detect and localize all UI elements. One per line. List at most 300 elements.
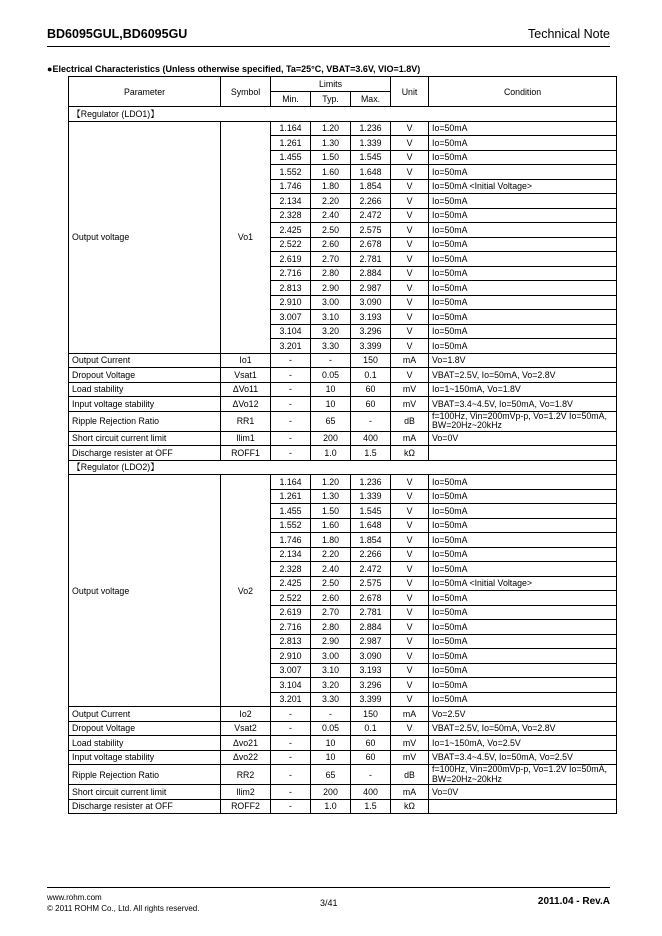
condition-value: Io=50mA	[429, 165, 617, 180]
unit-value: V	[391, 518, 429, 533]
page-number: 3/41	[320, 898, 338, 908]
symbol-value: Io2	[221, 707, 271, 722]
header-typ: Typ.	[311, 92, 351, 107]
typ-value: 200	[311, 785, 351, 800]
max-value: 1.5	[351, 799, 391, 814]
table-row	[69, 736, 617, 751]
unit-value: V	[391, 576, 429, 591]
min-value: 2.328	[271, 208, 311, 223]
condition-value: VBAT=3.4~4.5V, Io=50mA, Vo=1.8V	[429, 397, 617, 412]
max-value: 2.678	[351, 591, 391, 606]
output-voltage-symbol: Vo1	[221, 121, 271, 353]
max-value: 150	[351, 353, 391, 368]
header-condition: Condition	[429, 77, 617, 107]
min-value: 1.455	[271, 504, 311, 519]
condition-value: Vo=0V	[429, 785, 617, 800]
unit-value: V	[391, 533, 429, 548]
unit-value: V	[391, 252, 429, 267]
max-value: 1.339	[351, 489, 391, 504]
typ-value: 2.90	[311, 634, 351, 649]
condition-value: Io=50mA	[429, 475, 617, 490]
min-value: 3.104	[271, 324, 311, 339]
symbol-value: ROFF1	[221, 446, 271, 461]
condition-value: Io=50mA	[429, 121, 617, 136]
unit-value: V	[391, 121, 429, 136]
symbol-value: RR1	[221, 411, 271, 431]
parameter-name: Dropout Voltage	[69, 368, 221, 383]
condition-value: Io=50mA	[429, 504, 617, 519]
condition-value: Io=50mA	[429, 194, 617, 209]
unit-value: mV	[391, 750, 429, 765]
condition-value: Io=50mA	[429, 223, 617, 238]
condition-value: Io=50mA	[429, 663, 617, 678]
typ-value: 1.60	[311, 518, 351, 533]
table-row	[69, 431, 617, 446]
min-value: -	[271, 411, 311, 431]
unit-value: V	[391, 475, 429, 490]
typ-value: 2.50	[311, 223, 351, 238]
condition-value: Io=50mA	[429, 678, 617, 693]
unit-value: mA	[391, 431, 429, 446]
unit-value: dB	[391, 765, 429, 785]
condition-value: Io=50mA	[429, 620, 617, 635]
typ-value: 10	[311, 382, 351, 397]
unit-value: V	[391, 179, 429, 194]
symbol-value: ROFF2	[221, 799, 271, 814]
min-value: -	[271, 431, 311, 446]
condition-value	[429, 446, 617, 461]
unit-value: V	[391, 208, 429, 223]
min-value: -	[271, 353, 311, 368]
typ-value: 65	[311, 411, 351, 431]
ldo2-section-title: 【Regulator (LDO2)】	[69, 460, 617, 475]
min-value: 3.104	[271, 678, 311, 693]
typ-value: 1.20	[311, 121, 351, 136]
min-value: -	[271, 397, 311, 412]
output-voltage-param: Output voltage	[69, 121, 221, 353]
unit-value: V	[391, 489, 429, 504]
table-row	[69, 785, 617, 800]
unit-value: mV	[391, 397, 429, 412]
condition-value: Io=50mA	[429, 649, 617, 664]
min-value: 1.261	[271, 489, 311, 504]
typ-value: 10	[311, 750, 351, 765]
symbol-value: Δvo22	[221, 750, 271, 765]
max-value: 60	[351, 382, 391, 397]
condition-value: Io=50mA	[429, 310, 617, 325]
typ-value: 3.30	[311, 692, 351, 707]
table-row	[69, 721, 617, 736]
parameter-name: Discharge resister at OFF	[69, 446, 221, 461]
condition-value: Io=50mA	[429, 281, 617, 296]
symbol-value: Io1	[221, 353, 271, 368]
parameter-name: Input voltage stability	[69, 397, 221, 412]
typ-value: 1.80	[311, 533, 351, 548]
min-value: 2.134	[271, 547, 311, 562]
typ-value: 3.10	[311, 310, 351, 325]
unit-value: V	[391, 194, 429, 209]
section-header-row	[69, 460, 617, 475]
document-title: BD6095GUL,BD6095GU	[47, 27, 188, 41]
max-value: 400	[351, 785, 391, 800]
max-value: 2.987	[351, 634, 391, 649]
typ-value: 1.0	[311, 446, 351, 461]
min-value: -	[271, 736, 311, 751]
condition-value: Io=1~150mA, Vo=1.8V	[429, 382, 617, 397]
min-value: 3.201	[271, 692, 311, 707]
min-value: 1.746	[271, 533, 311, 548]
max-value: 2.472	[351, 208, 391, 223]
typ-value: 2.90	[311, 281, 351, 296]
min-value: -	[271, 799, 311, 814]
min-value: 1.164	[271, 475, 311, 490]
condition-value: Io=50mA	[429, 591, 617, 606]
min-value: 1.552	[271, 518, 311, 533]
max-value: 3.296	[351, 324, 391, 339]
typ-value: 1.20	[311, 475, 351, 490]
header-divider	[47, 46, 610, 47]
min-value: 1.552	[271, 165, 311, 180]
min-value: -	[271, 765, 311, 785]
symbol-value: Vsat2	[221, 721, 271, 736]
symbol-value: Δvo21	[221, 736, 271, 751]
table-row	[69, 799, 617, 814]
max-value: 1.236	[351, 475, 391, 490]
min-value: 2.813	[271, 281, 311, 296]
min-value: 2.425	[271, 576, 311, 591]
min-value: -	[271, 785, 311, 800]
document-type: Technical Note	[528, 27, 610, 41]
typ-value: 2.80	[311, 620, 351, 635]
unit-value: V	[391, 150, 429, 165]
parameter-name: Short circuit current limit	[69, 785, 221, 800]
condition-value: Io=50mA	[429, 324, 617, 339]
min-value: 2.134	[271, 194, 311, 209]
table-row	[69, 707, 617, 722]
condition-value: VBAT=2.5V, Io=50mA, Vo=2.8V	[429, 721, 617, 736]
unit-value: mA	[391, 707, 429, 722]
footer-url: www.rohm.com	[47, 893, 102, 902]
condition-value: Vo=2.5V	[429, 707, 617, 722]
table-row	[69, 121, 617, 136]
max-value: 2.575	[351, 576, 391, 591]
typ-value: 3.20	[311, 324, 351, 339]
typ-value: 10	[311, 736, 351, 751]
min-value: 2.425	[271, 223, 311, 238]
condition-value: Io=50mA	[429, 295, 617, 310]
unit-value: V	[391, 223, 429, 238]
unit-value: V	[391, 136, 429, 151]
min-value: 3.201	[271, 339, 311, 354]
parameter-name: Output Current	[69, 707, 221, 722]
typ-value: 2.40	[311, 208, 351, 223]
min-value: -	[271, 446, 311, 461]
typ-value: -	[311, 353, 351, 368]
unit-value: V	[391, 368, 429, 383]
header-parameter: Parameter	[69, 77, 221, 107]
min-value: 2.716	[271, 620, 311, 635]
max-value: 2.678	[351, 237, 391, 252]
unit-value: V	[391, 310, 429, 325]
symbol-value: RR2	[221, 765, 271, 785]
max-value: 3.296	[351, 678, 391, 693]
parameter-name: Input voltage stability	[69, 750, 221, 765]
output-voltage-symbol: Vo2	[221, 475, 271, 707]
max-value: 2.987	[351, 281, 391, 296]
unit-value: V	[391, 663, 429, 678]
min-value: 2.522	[271, 591, 311, 606]
unit-value: mV	[391, 736, 429, 751]
table-row	[69, 368, 617, 383]
symbol-value: Ilim2	[221, 785, 271, 800]
min-value: 1.746	[271, 179, 311, 194]
table-row	[69, 353, 617, 368]
min-value: 2.619	[271, 605, 311, 620]
parameter-name: Load stability	[69, 736, 221, 751]
typ-value: 1.50	[311, 150, 351, 165]
max-value: 2.781	[351, 252, 391, 267]
header-unit: Unit	[391, 77, 429, 107]
unit-value: mA	[391, 353, 429, 368]
typ-value: 0.05	[311, 368, 351, 383]
unit-value: dB	[391, 411, 429, 431]
min-value: 2.522	[271, 237, 311, 252]
symbol-value: Ilim1	[221, 431, 271, 446]
table-row	[69, 411, 617, 431]
footer-divider	[47, 887, 610, 888]
unit-value: V	[391, 295, 429, 310]
typ-value: 10	[311, 397, 351, 412]
typ-value: 3.00	[311, 295, 351, 310]
min-value: 2.328	[271, 562, 311, 577]
min-value: -	[271, 721, 311, 736]
condition-value: Io=50mA	[429, 634, 617, 649]
typ-value: 1.30	[311, 136, 351, 151]
table-row	[69, 397, 617, 412]
max-value: 3.193	[351, 663, 391, 678]
unit-value: V	[391, 266, 429, 281]
table-row	[69, 446, 617, 461]
max-value: 2.266	[351, 547, 391, 562]
max-value: 2.884	[351, 266, 391, 281]
max-value: 2.266	[351, 194, 391, 209]
header-limits: Limits	[271, 77, 391, 92]
unit-value: V	[391, 547, 429, 562]
condition-value: Io=50mA	[429, 692, 617, 707]
condition-value: Io=50mA	[429, 562, 617, 577]
min-value: 1.164	[271, 121, 311, 136]
unit-value: V	[391, 339, 429, 354]
max-value: 1.545	[351, 150, 391, 165]
typ-value: 65	[311, 765, 351, 785]
unit-value: V	[391, 649, 429, 664]
max-value: 2.884	[351, 620, 391, 635]
typ-value: 1.50	[311, 504, 351, 519]
symbol-value: ΔVo11	[221, 382, 271, 397]
max-value: 150	[351, 707, 391, 722]
max-value: 3.193	[351, 310, 391, 325]
min-value: 2.716	[271, 266, 311, 281]
condition-value: Io=50mA	[429, 208, 617, 223]
typ-value: 1.30	[311, 489, 351, 504]
unit-value: V	[391, 634, 429, 649]
max-value: 1.648	[351, 165, 391, 180]
section-title	[47, 64, 420, 74]
unit-value: V	[391, 721, 429, 736]
unit-value: V	[391, 591, 429, 606]
condition-value: VBAT=2.5V, Io=50mA, Vo=2.8V	[429, 368, 617, 383]
unit-value: V	[391, 504, 429, 519]
max-value: 60	[351, 750, 391, 765]
unit-value: V	[391, 620, 429, 635]
ldo1-section	[69, 107, 617, 461]
max-value: 1.339	[351, 136, 391, 151]
header-min: Min.	[271, 92, 311, 107]
parameter-name: Output Current	[69, 353, 221, 368]
condition-value: f=100Hz, Vin=200mVp-p, Vo=1.2V Io=50mA, BW=20Hz~20kHz	[429, 765, 617, 785]
max-value: 2.781	[351, 605, 391, 620]
unit-value: kΩ	[391, 446, 429, 461]
unit-value: V	[391, 281, 429, 296]
max-value: 2.472	[351, 562, 391, 577]
typ-value: 2.60	[311, 591, 351, 606]
min-value: 3.007	[271, 663, 311, 678]
max-value: 3.399	[351, 339, 391, 354]
typ-value: 2.20	[311, 547, 351, 562]
max-value: 1.854	[351, 533, 391, 548]
revision: 2011.04 - Rev.A	[537, 896, 610, 907]
unit-value: V	[391, 324, 429, 339]
ldo2-section	[69, 460, 617, 814]
condition-value: Io=50mA	[429, 605, 617, 620]
table-row	[69, 475, 617, 490]
electrical-characteristics-table	[68, 76, 617, 814]
min-value: 3.007	[271, 310, 311, 325]
max-value: -	[351, 765, 391, 785]
condition-value: Io=50mA	[429, 252, 617, 267]
table-row	[69, 750, 617, 765]
condition-value: Io=50mA	[429, 266, 617, 281]
typ-value: 2.70	[311, 252, 351, 267]
min-value: 2.619	[271, 252, 311, 267]
max-value: 2.575	[351, 223, 391, 238]
condition-value: f=100Hz, Vin=200mVp-p, Vo=1.2V Io=50mA, BW=20Hz~20kHz	[429, 411, 617, 431]
max-value: 60	[351, 397, 391, 412]
typ-value: 2.60	[311, 237, 351, 252]
typ-value: -	[311, 707, 351, 722]
unit-value: mA	[391, 785, 429, 800]
condition-value: Io=50mA	[429, 533, 617, 548]
max-value: 1.545	[351, 504, 391, 519]
typ-value: 3.00	[311, 649, 351, 664]
table-row	[69, 382, 617, 397]
unit-value: V	[391, 165, 429, 180]
unit-value: kΩ	[391, 799, 429, 814]
section-title-text: Electrical Characteristics (Unless otherwise specified, Ta=25°C, VBAT=3.6V, VIO=1.8V)	[52, 64, 421, 74]
condition-value: Io=1~150mA, Vo=2.5V	[429, 736, 617, 751]
max-value: 3.090	[351, 295, 391, 310]
typ-value: 2.40	[311, 562, 351, 577]
typ-value: 3.10	[311, 663, 351, 678]
condition-value: Io=50mA <Initial Voltage>	[429, 179, 617, 194]
section-header-row	[69, 107, 617, 122]
parameter-name: Dropout Voltage	[69, 721, 221, 736]
bullet-icon: ●	[47, 64, 53, 74]
parameter-name: Ripple Rejection Ratio	[69, 765, 221, 785]
condition-value: Io=50mA	[429, 237, 617, 252]
max-value: 3.399	[351, 692, 391, 707]
condition-value: Io=50mA	[429, 489, 617, 504]
typ-value: 3.20	[311, 678, 351, 693]
symbol-value: ΔVo12	[221, 397, 271, 412]
condition-value: Io=50mA	[429, 518, 617, 533]
min-value: 2.910	[271, 649, 311, 664]
unit-value: V	[391, 692, 429, 707]
min-value: 1.261	[271, 136, 311, 151]
parameter-name: Ripple Rejection Ratio	[69, 411, 221, 431]
symbol-value: Vsat1	[221, 368, 271, 383]
output-voltage-param: Output voltage	[69, 475, 221, 707]
min-value: -	[271, 707, 311, 722]
typ-value: 2.70	[311, 605, 351, 620]
unit-value: V	[391, 605, 429, 620]
min-value: -	[271, 382, 311, 397]
parameter-name: Short circuit current limit	[69, 431, 221, 446]
max-value: -	[351, 411, 391, 431]
header-max: Max.	[351, 92, 391, 107]
condition-value: Vo=1.8V	[429, 353, 617, 368]
parameter-name: Discharge resister at OFF	[69, 799, 221, 814]
condition-value	[429, 799, 617, 814]
header-symbol: Symbol	[221, 77, 271, 107]
typ-value: 1.0	[311, 799, 351, 814]
condition-value: Io=50mA	[429, 339, 617, 354]
condition-value: Io=50mA <Initial Voltage>	[429, 576, 617, 591]
unit-value: V	[391, 237, 429, 252]
table-head	[69, 77, 617, 107]
max-value: 0.1	[351, 368, 391, 383]
min-value: 2.910	[271, 295, 311, 310]
max-value: 60	[351, 736, 391, 751]
typ-value: 2.50	[311, 576, 351, 591]
min-value: -	[271, 750, 311, 765]
max-value: 1.854	[351, 179, 391, 194]
max-value: 1.5	[351, 446, 391, 461]
typ-value: 1.80	[311, 179, 351, 194]
unit-value: V	[391, 562, 429, 577]
condition-value: Io=50mA	[429, 136, 617, 151]
min-value: 1.455	[271, 150, 311, 165]
condition-value: VBAT=3.4~4.5V, Io=50mA, Vo=2.5V	[429, 750, 617, 765]
condition-value: Io=50mA	[429, 547, 617, 562]
typ-value: 0.05	[311, 721, 351, 736]
max-value: 1.236	[351, 121, 391, 136]
unit-value: V	[391, 678, 429, 693]
typ-value: 2.80	[311, 266, 351, 281]
condition-value: Io=50mA	[429, 150, 617, 165]
condition-value: Vo=0V	[429, 431, 617, 446]
max-value: 0.1	[351, 721, 391, 736]
unit-value: mV	[391, 382, 429, 397]
table-row	[69, 765, 617, 785]
min-value: -	[271, 368, 311, 383]
parameter-name: Load stability	[69, 382, 221, 397]
max-value: 3.090	[351, 649, 391, 664]
typ-value: 1.60	[311, 165, 351, 180]
min-value: 2.813	[271, 634, 311, 649]
typ-value: 3.30	[311, 339, 351, 354]
typ-value: 200	[311, 431, 351, 446]
